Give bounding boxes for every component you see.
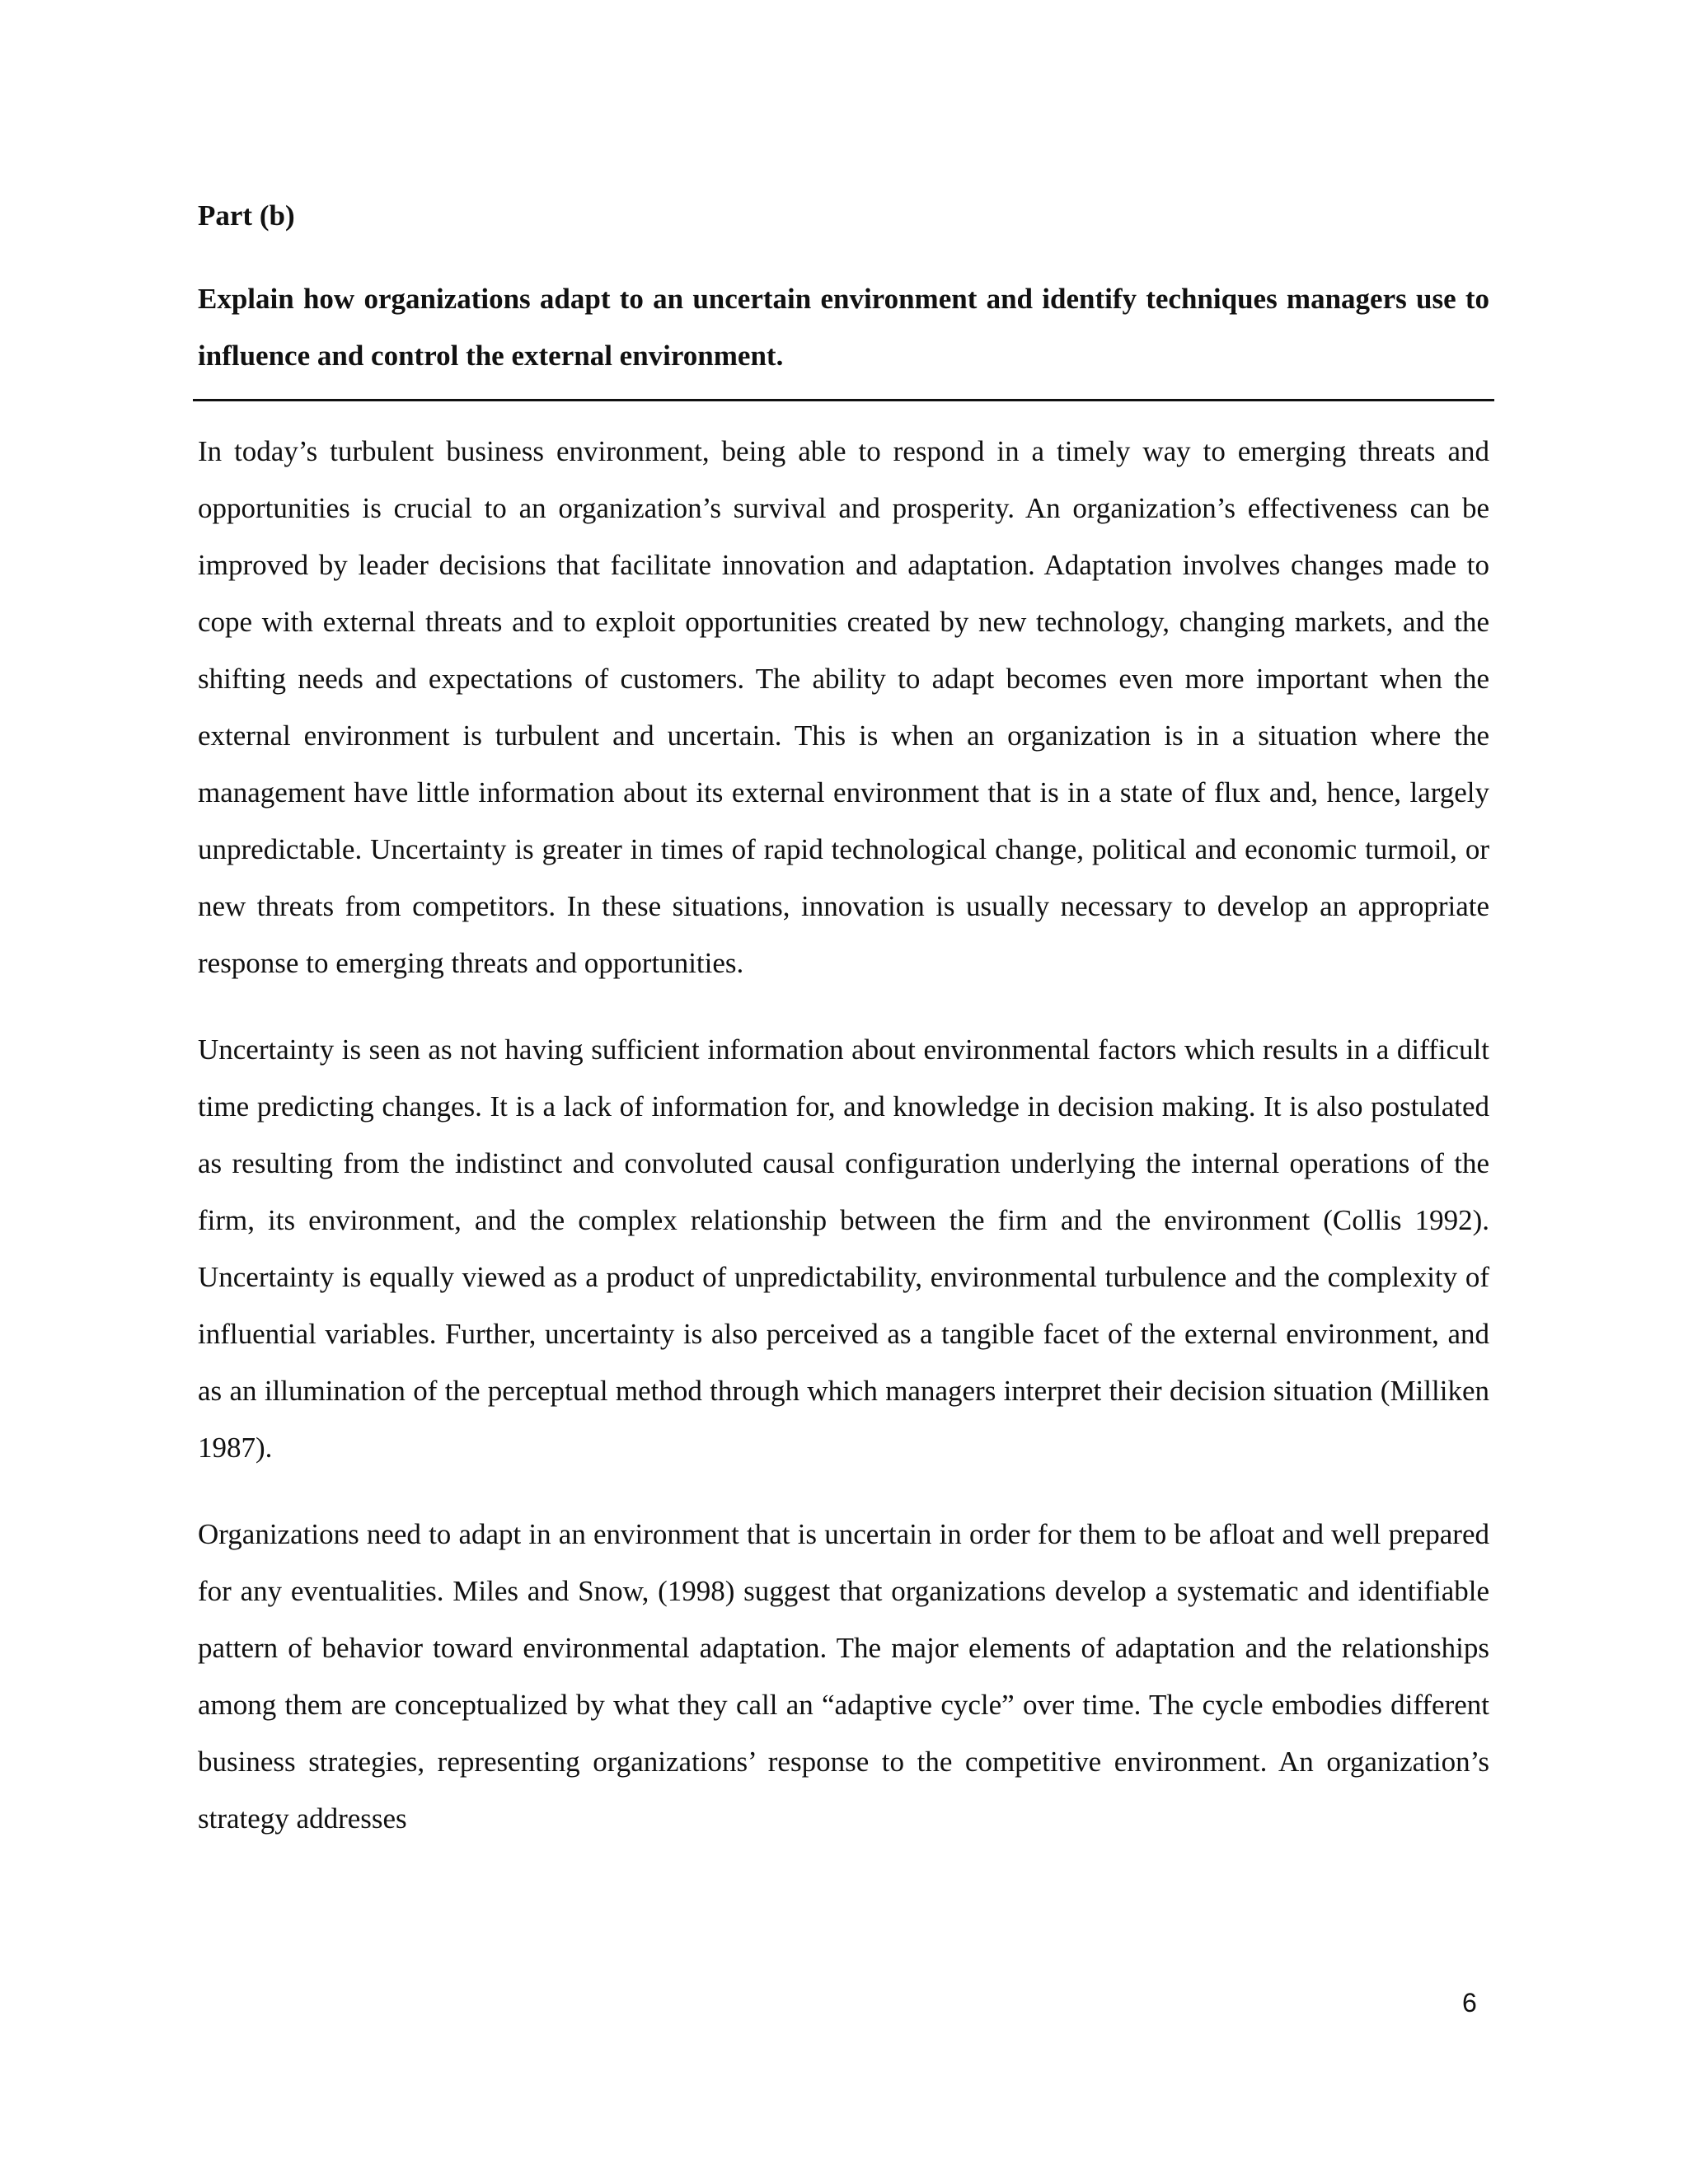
page-number: 6 [1462, 1988, 1477, 2018]
paragraph-3: Organizations need to adapt in an environment that is uncertain in order for them to be afloat and well prepared for any eventualities. Miles and Snow, (1998) suggest that organizations develop a systematic and identifiable pattern of behavior toward environmental adaptation. The major elements of adaptation and the relationships among them are conceptualized by what they call an “adaptive cycle” over time. The cycle embodies different business strategies, representing organizations’ response to the competitive environment. An organization’s strategy addresses [198, 1518, 1489, 1835]
part-heading: Part (b) [198, 199, 295, 232]
question-heading: Explain how organizations adapt to an uncertain environment and identify techniques managers use to influence and control the external environment. [198, 283, 1489, 372]
paragraph-2: Uncertainty is seen as not having sufficient information about environmental factors which results in a difficult time predicting changes. It is a lack of information for, and knowledge in decision making. It is also postulated as resulting from the indistinct and convoluted causal configuration underlying the internal operations of the firm, its environment, and the complex relationship between the firm and the environment (Collis 1992). Uncertainty is equally viewed as a product of unpredictability, environmental turbulence and the complexity of influential variables. Further, uncertainty is also perceived as a tangible facet of the external environment, and as an illumination of the perceptual method through which managers interpret their decision situation (Milliken 1987). [198, 1033, 1489, 1464]
horizontal-rule [193, 399, 1494, 401]
paragraph-1: In today’s turbulent business environment, being able to respond in a timely way to emerging threats and opportunities is crucial to an organization’s survival and prosperity. An organization’s effectiveness can be improved by leader decisions that facilitate innovation and adaptation. Adaptation involves changes made to cope with external threats and to exploit opportunities created by new technology, changing markets, and the shifting needs and expectations of customers. The ability to adapt becomes even more important when the external environment is turbulent and uncertain. This is when an organization is in a situation where the management have little information about its external environment that is in a state of flux and, hence, largely unpredictable. Uncertainty is greater in times of rapid technological change, political and economic turmoil, or new threats from competitors. In these situations, innovation is usually necessary to develop an appropriate response to emerging threats and opportunities. [198, 435, 1489, 979]
page-content [198, 198, 1489, 1877]
